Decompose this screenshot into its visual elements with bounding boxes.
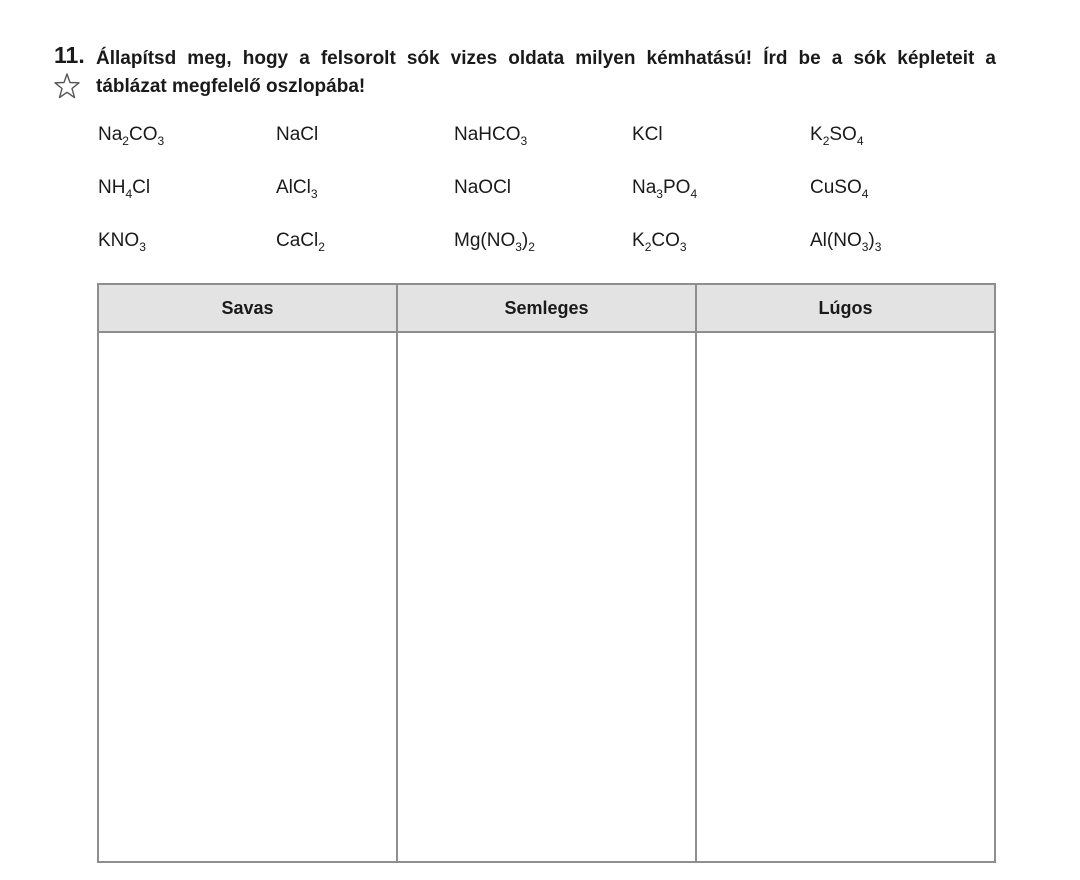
salt-formula: $K_2SO_4$ [810, 124, 864, 148]
salt-formula: $Al(NO_3)_3$ [810, 230, 882, 254]
task-number: 11. [54, 42, 85, 68]
column-header: Lúgos [697, 285, 994, 333]
instruction-line-1: Állapítsd meg, hogy a felsorolt sók vizes oldata milyen kémhatású! Írd be a sók képleteit a [96, 48, 996, 69]
column-savas [99, 285, 396, 861]
salt-formula: $K_2CO_3$ [632, 230, 687, 254]
instruction-line-2: táblázat megfelelő oszlopába! [96, 76, 366, 97]
salt-formula: $Na_2CO_3$ [98, 124, 165, 148]
salt-formula: $NH_4Cl$ [98, 177, 151, 201]
salt-formula: KCl [632, 124, 663, 145]
salt-formula: NaCl [276, 124, 319, 145]
star-icon [53, 72, 81, 100]
column-semleges [396, 285, 695, 861]
salt-formula: NaOCl [454, 177, 512, 198]
column-header: Savas [99, 285, 396, 333]
answer-cell-lugos[interactable] [697, 333, 994, 861]
salt-formula: CuSO$_4$ [810, 177, 869, 201]
salt-formula: $Na_3PO_4$ [632, 177, 698, 201]
task-instruction [96, 45, 996, 101]
answer-table [97, 283, 996, 863]
salt-formula: AlCl$_3$ [276, 177, 318, 201]
column-lugos [695, 285, 994, 861]
answer-cell-semleges[interactable] [398, 333, 695, 861]
answer-cell-savas[interactable] [99, 333, 396, 861]
salt-formula: CaCl$_2$ [276, 230, 325, 254]
salt-formula: $Mg(NO_3)_2$ [454, 230, 535, 254]
salt-formula: NaHCO$_3$ [454, 124, 528, 148]
salt-formula: $KNO_3$ [98, 230, 146, 254]
column-header: Semleges [398, 285, 695, 333]
